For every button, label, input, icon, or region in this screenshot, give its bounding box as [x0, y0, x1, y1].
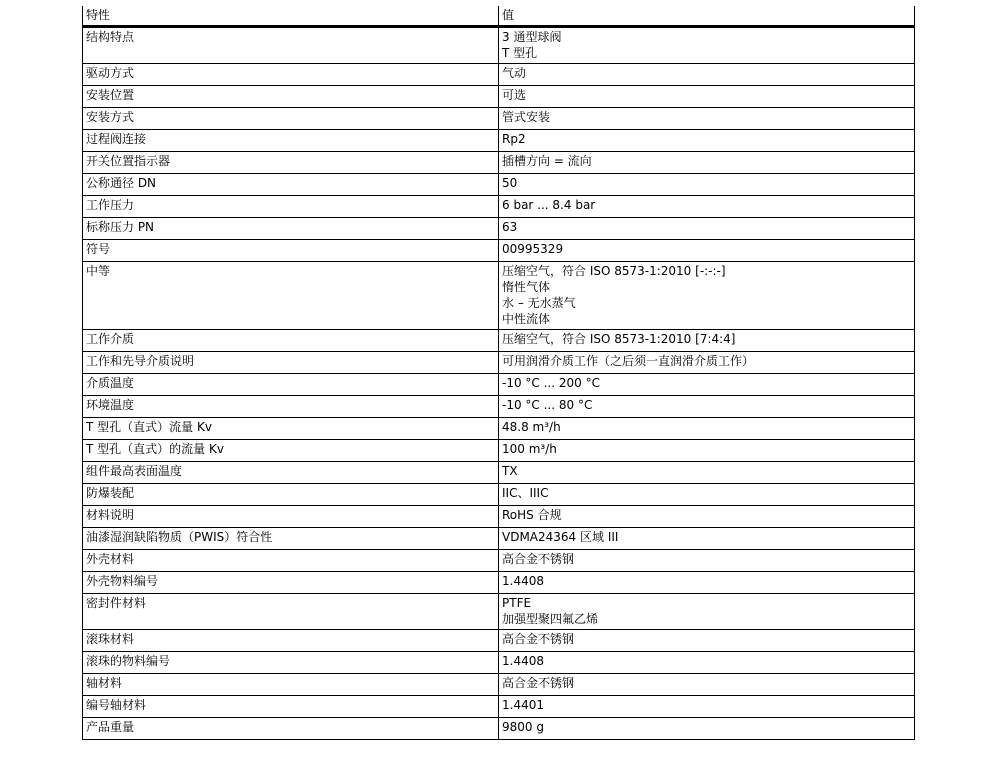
property-cell: 组件最高表面温度: [83, 462, 499, 484]
value-cell: [499, 674, 915, 696]
value-cell: [499, 718, 915, 740]
table-row: [83, 218, 915, 240]
value-cell: [499, 352, 915, 374]
value-cell: [499, 174, 915, 196]
value-line: 加强型聚四氟乙烯: [502, 612, 599, 626]
value-cell: [499, 652, 915, 674]
value-line: 压缩空气，符合 ISO 8573-1:2010 [-:-:-]: [502, 264, 726, 278]
table-row: [83, 594, 915, 630]
table-row: [83, 262, 915, 330]
spec-table: [82, 6, 915, 740]
value-line: RoHS 合规: [502, 508, 562, 522]
value-cell: [499, 550, 915, 572]
value-cell: [499, 440, 915, 462]
value-cell: [499, 86, 915, 108]
value-line: 1.4408: [502, 654, 544, 668]
property-cell: 材料说明: [83, 506, 499, 528]
value-line: 1.4408: [502, 574, 544, 588]
property-cell: 外壳物料编号: [83, 572, 499, 594]
header-property: 特性: [83, 6, 499, 27]
value-line: TX: [502, 464, 518, 478]
value-line: 63: [502, 220, 518, 234]
value-line: T 型孔: [502, 46, 538, 60]
table-row: [83, 130, 915, 152]
table-row: [83, 572, 915, 594]
table-row: [83, 630, 915, 652]
table-row: [83, 64, 915, 86]
property-cell: 开关位置指示器: [83, 152, 499, 174]
table-row: [83, 652, 915, 674]
property-cell: 驱动方式: [83, 64, 499, 86]
table-row: [83, 718, 915, 740]
value-line: 1.4401: [502, 698, 544, 712]
value-line: 可用润滑介质工作（之后须一直润滑介质工作）: [502, 354, 755, 368]
value-line: -10 °C ... 80 °C: [502, 398, 593, 412]
property-cell: 轴材料: [83, 674, 499, 696]
value-cell: [499, 262, 915, 330]
property-cell: 编号轴材料: [83, 696, 499, 718]
value-cell: [499, 374, 915, 396]
property-cell: 密封件材料: [83, 594, 499, 630]
property-cell: 工作压力: [83, 196, 499, 218]
table-row: [83, 27, 915, 64]
property-cell: 外壳材料: [83, 550, 499, 572]
property-cell: 工作和先导介质说明: [83, 352, 499, 374]
value-line: 插槽方向 = 流向: [502, 154, 592, 168]
table-row: [83, 196, 915, 218]
value-cell: [499, 240, 915, 262]
value-cell: [499, 696, 915, 718]
property-cell: 工作介质: [83, 330, 499, 352]
property-cell: 过程阀连接: [83, 130, 499, 152]
value-line: 管式安装: [502, 110, 551, 124]
value-cell: [499, 27, 915, 64]
value-cell: [499, 130, 915, 152]
property-cell: 介质温度: [83, 374, 499, 396]
value-cell: [499, 572, 915, 594]
table-row: [83, 86, 915, 108]
header-row: [83, 6, 915, 27]
table-row: [83, 396, 915, 418]
spec-table-header: [83, 6, 915, 27]
table-row: [83, 506, 915, 528]
value-line: 高合金不锈钢: [502, 552, 575, 566]
table-row: [83, 240, 915, 262]
value-cell: [499, 196, 915, 218]
property-cell: 滚珠材料: [83, 630, 499, 652]
value-line: Rp2: [502, 132, 526, 146]
table-row: [83, 174, 915, 196]
property-cell: 公称通径 DN: [83, 174, 499, 196]
property-cell: 油漆湿润缺陷物质（PWIS）符合性: [83, 528, 499, 550]
table-row: [83, 528, 915, 550]
property-cell: T 型孔（直式）的流量 Kv: [83, 440, 499, 462]
table-row: [83, 440, 915, 462]
table-row: [83, 484, 915, 506]
value-line: 气动: [502, 66, 527, 80]
table-row: [83, 674, 915, 696]
table-row: [83, 152, 915, 174]
value-line: 00995329: [502, 242, 564, 256]
value-cell: [499, 218, 915, 240]
value-cell: [499, 330, 915, 352]
property-cell: 产品重量: [83, 718, 499, 740]
value-line: 48.8 m³/h: [502, 420, 561, 434]
property-cell: 安装方式: [83, 108, 499, 130]
value-cell: [499, 396, 915, 418]
property-cell: T 型孔（直式）流量 Kv: [83, 418, 499, 440]
header-value: 值: [499, 6, 915, 27]
value-cell: [499, 630, 915, 652]
value-cell: [499, 484, 915, 506]
value-cell: [499, 64, 915, 86]
value-line: 100 m³/h: [502, 442, 557, 456]
value-cell: [499, 152, 915, 174]
property-cell: 符号: [83, 240, 499, 262]
value-cell: [499, 506, 915, 528]
value-line: 可选: [502, 88, 527, 102]
value-line: PTFE: [502, 596, 532, 610]
value-line: IIC、IIIC: [502, 486, 549, 500]
value-line: 压缩空气，符合 ISO 8573-1:2010 [7:4:4]: [502, 332, 736, 346]
value-line: 惰性气体: [502, 280, 551, 294]
spec-table-body: [83, 27, 915, 740]
value-line: 中性流体: [502, 312, 551, 326]
value-line: 9800 g: [502, 720, 544, 734]
table-row: [83, 550, 915, 572]
value-line: VDMA24364 区域 III: [502, 530, 619, 544]
property-cell: 防爆装配: [83, 484, 499, 506]
property-cell: 结构特点: [83, 27, 499, 64]
table-row: [83, 330, 915, 352]
property-cell: 中等: [83, 262, 499, 330]
table-row: [83, 108, 915, 130]
value-line: 高合金不锈钢: [502, 632, 575, 646]
table-row: [83, 352, 915, 374]
value-cell: [499, 528, 915, 550]
value-line: 3 通型球阀: [502, 30, 562, 44]
property-cell: 安装位置: [83, 86, 499, 108]
table-row: [83, 696, 915, 718]
value-line: 高合金不锈钢: [502, 676, 575, 690]
property-cell: 环境温度: [83, 396, 499, 418]
property-cell: 滚珠的物料编号: [83, 652, 499, 674]
table-row: [83, 462, 915, 484]
table-row: [83, 374, 915, 396]
value-cell: [499, 462, 915, 484]
value-cell: [499, 594, 915, 630]
value-line: 水 – 无水蒸气: [502, 296, 576, 310]
value-line: 6 bar ... 8.4 bar: [502, 198, 596, 212]
property-cell: 标称压力 PN: [83, 218, 499, 240]
value-line: -10 °C ... 200 °C: [502, 376, 600, 390]
value-line: 50: [502, 176, 518, 190]
value-cell: [499, 108, 915, 130]
table-row: [83, 418, 915, 440]
value-cell: [499, 418, 915, 440]
